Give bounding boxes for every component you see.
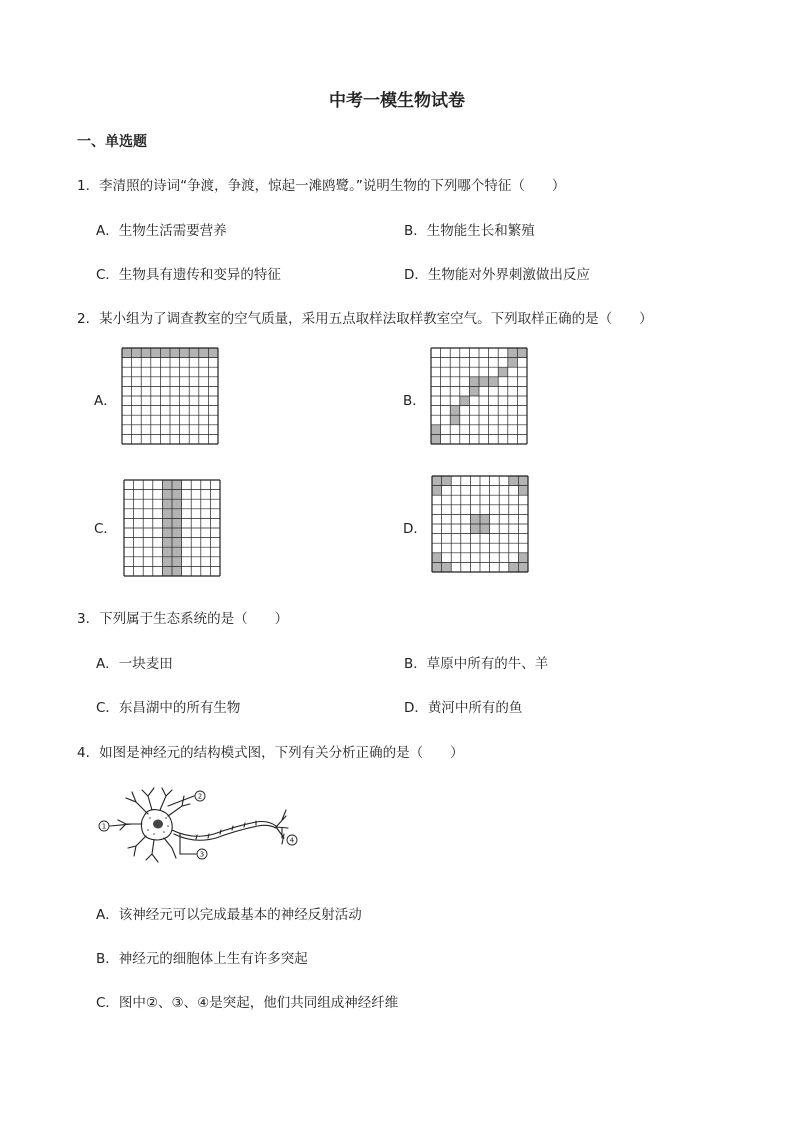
shaded-cell (162, 490, 172, 500)
shaded-cell (442, 562, 452, 572)
sampling-grid-b (430, 347, 528, 445)
question-2-option-d-label[interactable]: D． (403, 521, 427, 537)
shaded-cell (450, 415, 460, 425)
sampling-grid-d (431, 475, 529, 573)
shaded-cell (431, 425, 441, 435)
shaded-cell (160, 348, 170, 358)
shaded-cell (432, 553, 442, 563)
shaded-cell (180, 348, 190, 358)
shaded-cell (469, 386, 479, 396)
shaded-cell (172, 547, 182, 557)
shaded-cell (170, 348, 180, 358)
shaded-cell (518, 553, 528, 563)
question-2-option-c-label[interactable]: C． (94, 521, 117, 537)
shaded-cell (432, 476, 442, 486)
shaded-cell (162, 528, 172, 538)
question-1-option-a[interactable]: A．生物生活需要营养 (96, 223, 227, 239)
shaded-cell (132, 348, 142, 358)
shaded-cell (518, 476, 528, 486)
shaded-cell (518, 486, 528, 496)
svg-text:1: 1 (101, 822, 107, 831)
shaded-cell (432, 562, 442, 572)
shaded-cell (172, 566, 182, 576)
sampling-grid-a (121, 347, 219, 445)
shaded-cell (469, 377, 479, 387)
shaded-cell (470, 524, 480, 534)
shaded-cell (442, 476, 452, 486)
shaded-cell (432, 486, 442, 496)
question-4-stem: 4．如图是神经元的结构模式图，下列有关分析正确的是（ ） (77, 745, 464, 761)
shaded-cell (189, 348, 199, 358)
shaded-cell (122, 348, 132, 358)
question-1-option-d[interactable]: D．生物能对外界刺激做出反应 (404, 267, 590, 283)
grid-svg (430, 347, 528, 445)
question-4-option-b[interactable]: B．神经元的细胞体上生有许多突起 (96, 951, 308, 967)
shaded-cell (460, 396, 470, 406)
shaded-cell (162, 566, 172, 576)
shaded-cell (162, 518, 172, 528)
page-title: 中考一模生物试卷 (329, 91, 465, 111)
question-2-option-b-label[interactable]: B． (403, 393, 426, 409)
shaded-cell (172, 509, 182, 519)
question-3-stem: 3．下列属于生态系统的是（ ） (77, 611, 289, 627)
shaded-cell (199, 348, 209, 358)
svg-text:3: 3 (199, 850, 205, 859)
shaded-cell (489, 377, 499, 387)
question-3-option-c[interactable]: C．东昌湖中的所有生物 (96, 700, 241, 716)
neuron-figure (96, 784, 306, 874)
grid-svg (121, 347, 219, 445)
shaded-cell (172, 480, 182, 490)
grid-svg (431, 475, 529, 573)
question-2-option-a-label[interactable]: A． (94, 393, 117, 409)
question-3-option-b[interactable]: B．草原中所有的牛、羊 (404, 656, 549, 672)
shaded-cell (517, 348, 527, 358)
shaded-cell (141, 348, 151, 358)
grid-svg (123, 479, 221, 577)
shaded-cell (518, 562, 528, 572)
sampling-grid-c (123, 479, 221, 577)
neuron-diagram (96, 784, 306, 878)
shaded-cell (162, 509, 172, 519)
shaded-cell (172, 499, 182, 509)
question-4-option-a[interactable]: A．该神经元可以完成最基本的神经反射活动 (96, 907, 362, 923)
section-heading: 一、单选题 (77, 134, 147, 150)
shaded-cell (162, 538, 172, 548)
shaded-cell (508, 348, 518, 358)
shaded-cell (498, 367, 508, 377)
shaded-cell (162, 480, 172, 490)
shaded-cell (172, 490, 182, 500)
shaded-cell (509, 562, 519, 572)
shaded-cell (431, 434, 441, 444)
shaded-cell (450, 406, 460, 416)
question-1-option-c[interactable]: C．生物具有遗传和变异的特征 (96, 267, 281, 283)
shaded-cell (172, 557, 182, 567)
shaded-cell (172, 528, 182, 538)
svg-text:2: 2 (197, 792, 203, 801)
shaded-cell (470, 514, 480, 524)
shaded-cell (162, 557, 172, 567)
question-4-option-c[interactable]: C．图中②、③、④是突起，他们共同组成神经纤维 (96, 995, 399, 1011)
shaded-cell (172, 538, 182, 548)
question-2-stem: 2．某小组为了调查教室的空气质量，采用五点取样法取样教室空气。下列取样正确的是（ ） (77, 311, 653, 327)
shaded-cell (208, 348, 218, 358)
question-1-option-b[interactable]: B．生物能生长和繁殖 (404, 223, 535, 239)
shaded-cell (508, 358, 518, 368)
question-1-stem: 1．李清照的诗词“争渡，争渡，惊起一滩鸥鹭。”说明生物的下列哪个特征（ ） (77, 178, 566, 194)
question-3-option-d[interactable]: D．黄河中所有的鱼 (404, 700, 523, 716)
shaded-cell (162, 547, 172, 557)
shaded-cell (480, 524, 490, 534)
shaded-cell (162, 499, 172, 509)
shaded-cell (151, 348, 161, 358)
question-3-option-a[interactable]: A．一块麦田 (96, 656, 173, 672)
svg-text:4: 4 (289, 836, 295, 845)
shaded-cell (480, 514, 490, 524)
shaded-cell (509, 476, 519, 486)
shaded-cell (479, 377, 489, 387)
shaded-cell (172, 518, 182, 528)
